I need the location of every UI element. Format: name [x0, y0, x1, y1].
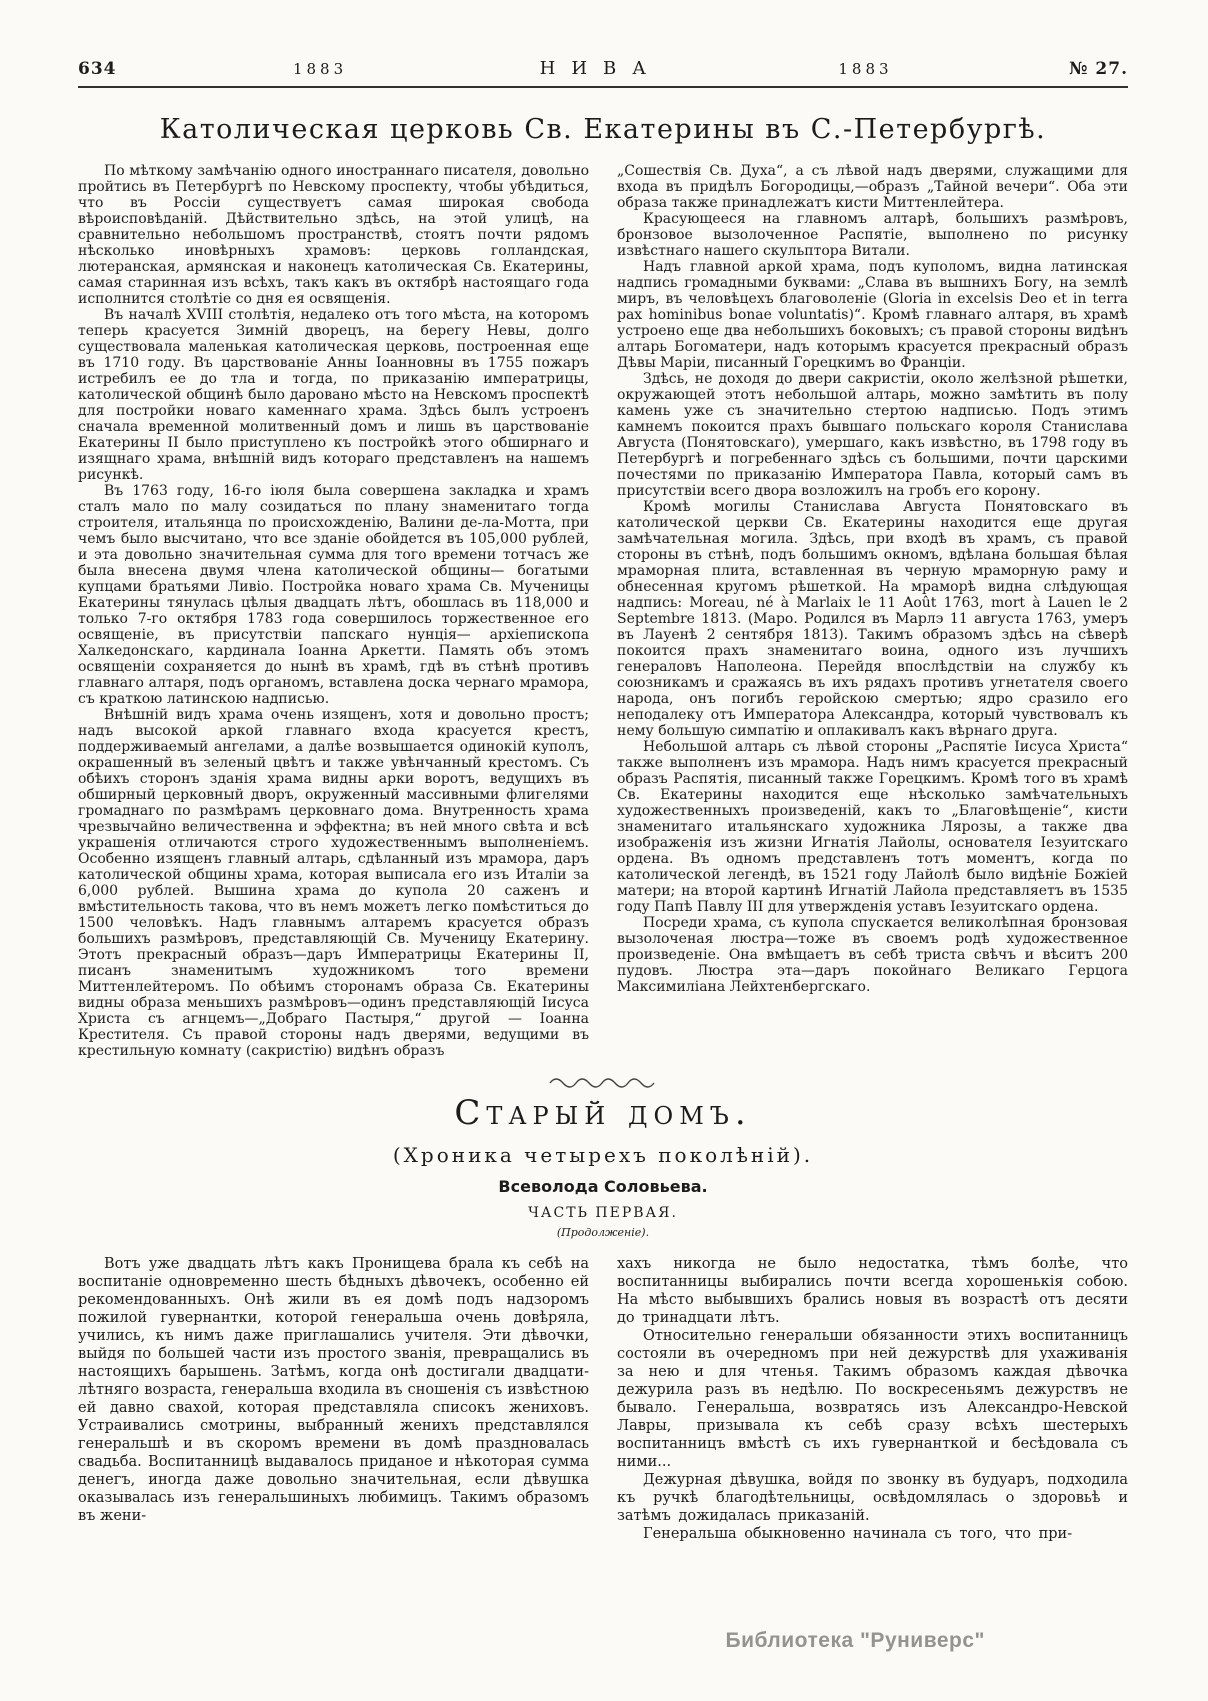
- squiggle-ornament-icon: [548, 1076, 658, 1088]
- paragraph: Небольшой алтарь съ лѣвой стороны „Распятіе Іисуса Христа“ также выполненъ изъ мрамора. Надъ нимъ красуется прекрасный образъ Распятія, писанный также Горецкимъ. Кромѣ того въ храмѣ Св. Екатерины находится еще нѣсколько замѣчательныхъ художественныхъ произведеній, какъ то „Благовѣщеніе“, кисти знаменитаго итальянскаго художника Лярозы, а также два изображенія изъ жизни Игнатія Лайолы, основателя Іезуитскаго ордена. Въ одномъ представленъ тотъ моментъ, когда по католической легендѣ, въ 1521 году Лайолѣ было видѣніе Божіей матери; на второй картинѣ Игнатій Лайола представляетъ въ 1535 году Папѣ Павлу III для утвержденія уставъ Іезуитскаго ордена.: [617, 739, 1128, 915]
- article-old-house: [78, 1093, 1128, 1543]
- year-right: 1883: [838, 60, 893, 78]
- paragraph: Внѣшній видъ храма очень изященъ, хотя и довольно простъ; надъ высокой аркой главнаго входа красуется крестъ, поддерживаемый ангелами, а далѣе возвышается одинокій куполъ, окрашенный въ зеленый цвѣтъ и также увѣнчанный крестомъ. Съ обѣихъ сторонъ зданія храма видны арки воротъ, ведущихъ въ обширный церковный дворъ, окруженный массивными флигелями громаднаго по размѣрамъ церковнаго дома. Внутренность храма чрезвычайно величественна и эффектна; въ ней много свѣта и всѣ украшенія отличаются строго художественнымъ выполненіемъ. Особенно изященъ главный алтарь, сдѣланный изъ мрамора, даръ католической общины храма, которая выписала его изъ Италіи за 6,000 рублей. Вышина храма до купола 20 саженъ и вмѣстительность такова, что въ немъ можетъ легко помѣститься до 1500 человѣкъ. Надъ главнымъ алтаремъ красуется образъ большихъ размѣровъ, представляющій Св. Мученицу Екатерину. Этотъ прекрасный образъ—даръ Императрицы Екатерины II, писанъ знаменитымъ художникомъ того времени Миттенлейтеромъ. По обѣимъ сторонамъ образа Св. Екатерины видны образа меньшихъ размѣровъ—одинъ представляющій Іисуса Христа съ агнцемъ—„Добраго Пастыря,“ другой — Іоанна Крестителя. Съ правой стороны надъ дверями, ведущими въ крестильную комнату (сакристію) видѣнъ образъ: [78, 707, 589, 1059]
- paragraph: Вотъ уже двадцать лѣтъ какъ Пронищева брала къ себѣ на воспитаніе одновременно шесть бѣдныхъ дѣвочекъ, особенно ей рекомендованныхъ. Онѣ жили въ ея домѣ подъ надзоромъ пожилой гувернантки, которой генеральша очень довѣряла, учились, къ нимъ даже приглашались учителя. Эти дѣвочки, выйдя по большей части изъ простого званія, превращались въ настоящихъ барышень. Затѣмъ, когда онѣ достигали двадцати-лѣтняго возраста, генеральша входила въ сношенія съ извѣстною ей давно свахой, которая представляла списокъ жениховъ. Устраивались смотрины, выбранный женихъ представлялся генеральшѣ и въ скоромъ времени въ домѣ праздновалась свадьба. Воспитанницѣ выдавалось приданое и нѣкоторая сумма денегъ, иногда даже довольно значительная, если дѣвушка оказывалась изъ генеральшиныхъ любимицъ. Такимъ образомъ въ жени-: [78, 1256, 589, 1524]
- article1-left-column: [78, 163, 589, 1059]
- article1-right-column: [617, 163, 1128, 1059]
- paragraph: Въ началѣ XVIII столѣтія, недалеко отъ того мѣста, на которомъ теперь красуется Зимній дворецъ, на берегу Невы, долго существовала маленькая католическая церковь, построенная еще въ 1710 году. Въ царствованіе Анны Іоанновны въ 1755 пожаръ истребилъ ее до тла и тогда, по приказанію императрицы, католической общинѣ было даровано мѣсто на Невскомъ проспектѣ для постройки новаго каменнаго храма. Здѣсь былъ устроенъ сначала временной молитвенный домъ и лишь въ царствованіе Екатерины II было приступлено къ постройкѣ этого обширнаго и изящнаго храма, внѣшній видъ котораго представленъ на нашемъ рисункѣ.: [78, 307, 589, 483]
- article2-columns: [78, 1255, 1128, 1543]
- masthead-title: НИВА: [539, 58, 662, 79]
- page-number: 634: [78, 59, 117, 79]
- paragraph: По мѣткому замѣчанію одного иностраннаго писателя, довольно пройтись въ Петербургѣ по Невскому проспекту, чтобы убѣдиться, что въ Россіи существуетъ самая широкая свобода вѣроисповѣданій. Дѣйствительно здѣсь, на этой улицѣ, на сравнительно небольшомъ пространствѣ, стоятъ почти рядомъ нѣсколько иновѣрныхъ храмовъ: церковь голландская, лютеранская, армянская и наконецъ католическая Св. Екатерины, самая старинная изъ всѣхъ, такъ какъ въ октябрѣ настоящаго года исполнится столѣтіе со дня ея освященія.: [78, 163, 589, 307]
- paragraph: Кромѣ могилы Станислава Августа Понятовскаго въ католической церкви Св. Екатерины находится еще другая замѣчательная могила. Здѣсь, при входѣ въ храмъ, съ правой стороны въ стѣнѣ, подъ большимъ окномъ, вдѣлана большая бѣлая мраморная плита, вставленная въ черную мраморную раму и обнесенная кругомъ рѣшеткой. На мраморѣ видна слѣдующая надпись: Moreau, né à Marlaix le 11 Août 1763, mort à Lauen le 2 Septembre 1813. (Маро. Родился въ Марлэ 11 августа 1763, умеръ въ Лауенѣ 2 сентября 1813). Такимъ образомъ здѣсь на сѣверѣ покоится прахъ знаменитаго воина, одного изъ лучшихъ генераловъ Наполеона. Перейдя впослѣдствіи на службу къ союзникамъ и сражаясь въ ихъ рядахъ противъ угнетателя своего народа, онъ погибъ геройскою смертью; ядро сразило его неподалеку отъ Императора Александра, который чувствовалъ къ нему большую симпатію и оплакивалъ какъ вѣрнаго друга.: [617, 499, 1128, 739]
- paragraph: Красующееся на главномъ алтарѣ, большихъ размѣровъ, бронзовое вызолоченное Распятіе, выполнено по рисунку извѣстнаго нашего скульптора Витали.: [617, 211, 1128, 259]
- header-rule: [78, 86, 1128, 88]
- paragraph: „Сошествія Св. Духа“, а съ лѣвой надъ дверями, служащими для входа въ придѣлъ Богородицы,—образъ „Тайной вечери“. Оба эти образа также принадлежатъ кисти Миттенлейтера.: [617, 163, 1128, 211]
- paragraph: Дежурная дѣвушка, войдя по звонку въ будуаръ, подходила къ ручкѣ благодѣтельницы, освѣдомлялась о здоровьѣ и затѣмъ дожидалась приказаній.: [617, 1472, 1128, 1524]
- library-watermark: Библиотека "Руниверс": [725, 1629, 985, 1652]
- article2-subtitle: (Хроника четырехъ поколѣній).: [392, 1143, 814, 1167]
- article2-author: Всеволода Соловьева.: [498, 1177, 708, 1196]
- article2-part-heading: ЧАСТЬ ПЕРВАЯ.: [528, 1205, 678, 1221]
- article2-continuation-note: (Продолженіе).: [556, 1226, 650, 1239]
- paragraph: Генеральша обыкновенно начинала съ того, что при-: [643, 1526, 1073, 1542]
- article-church-st-catherine: [78, 114, 1128, 1059]
- paragraph: хахъ никогда не было недостатка, тѣмъ болѣе, что воспитанницы выбирались почти всегда хорошенькія собою. На мѣсто выбывшихъ брались новыя въ возрастѣ отъ десяти до тринадцати лѣтъ.: [617, 1256, 1128, 1326]
- section-divider: [78, 1073, 1128, 1087]
- article1-title: Католическая церковь Св. Екатерины въ С.-Петербургѣ.: [159, 114, 1047, 145]
- year-left: 1883: [292, 60, 348, 78]
- paragraph: Въ 1763 году, 16-го іюля была совершена закладка и храмъ сталъ мало по малу созидаться по плану знаменитаго тогда строителя, итальянца по происхожденію, Валини де-ла-Мотта, при чемъ было высчитано, что все зданіе обойдется въ 105,000 рублей, и эта довольно значительная сумма для того времени тотчасъ же была внесена двумя члена католической общины— богатыми купцами братьями Ливіо. Постройка новаго храма Св. Мученицы Екатерины тянулась цѣлыя двадцать лѣтъ, обошлась въ 118,000 и только 7-го октября 1783 года совершилось торжественное его освященіе, въ присутствіи папскаго нунція— архіепископа Халкедонскаго, кардинала Іоанна Аркетти. Память объ этомъ освященіи сохраняется до нынѣ въ храмѣ, гдѣ въ стѣнѣ противъ главнаго алтаря, подъ органомъ, вставлена доска чернаго мрамора, съ краткою латинскою надписью.: [78, 483, 589, 707]
- page-header: [78, 58, 1128, 79]
- paragraph: Относительно генеральши обязанности этихъ воспитанницъ состояли въ очередномъ при ней дежурствѣ для ухаживанія за нею и для чтенья. Такимъ образомъ каждая дѣвочка дежурила разъ въ недѣлю. По воскресеньямъ дежурствъ не бывало. Генеральша, возвратясь изъ Александро-Невской Лавры, призывала къ себѣ сразу всѣхъ шестерыхъ воспитанницъ вмѣстѣ съ ихъ гувернанткой и бесѣдовала съ ними...: [617, 1328, 1128, 1470]
- paragraph: Надъ главной аркой храма, подъ куполомъ, видна латинская надпись громадными буквами: „Слава въ вышнихъ Богу, на землѣ миръ, въ человѣцехъ благоволеніе (Gloria in excelsis Deo et in terra pax hominibus bonae voluntatis)“. Кромѣ главнаго алтаря, въ храмѣ устроено еще два небольшихъ боковыхъ; съ правой стороны видѣнъ алтарь Богоматери, надъ которымъ красуется прекрасный образъ Дѣвы Маріи, писанный Горецкимъ во Франціи.: [617, 259, 1128, 371]
- article2-right-column: [617, 1255, 1128, 1543]
- issue-number: № 27.: [1069, 59, 1128, 79]
- article2-title: Старый домъ.: [454, 1093, 752, 1133]
- paragraph: Посреди храма, съ купола спускается великолѣпная бронзовая вызолоченая люстра—тоже въ своемъ родѣ художественное произведеніе. Она вмѣщаетъ въ себѣ триста свѣчъ и вѣситъ 200 пудовъ. Люстра эта—даръ покойнаго Великаго Герцога Максимиліана Лейхтенбергскаго.: [617, 915, 1128, 995]
- article2-left-column: [78, 1255, 589, 1543]
- article1-columns: [78, 163, 1128, 1059]
- article2-header: [78, 1093, 1128, 1239]
- paragraph: Здѣсь, не доходя до двери сакристіи, около желѣзной рѣшетки, окружающей этотъ небольшой алтарь, можно замѣтить въ полу камень уже съ значительно стертою надписью. Подъ этимъ камнемъ покоится прахъ бывшаго польскаго короля Станислава Августа (Понятовскаго), умершаго, какъ извѣстно, въ 1798 году въ Петербургѣ и погребеннаго здѣсь съ большими, почти царскими почестями по приказанію Императора Павла, который самъ въ присутствіи всего двора возложилъ на гробъ его корону.: [617, 371, 1128, 499]
